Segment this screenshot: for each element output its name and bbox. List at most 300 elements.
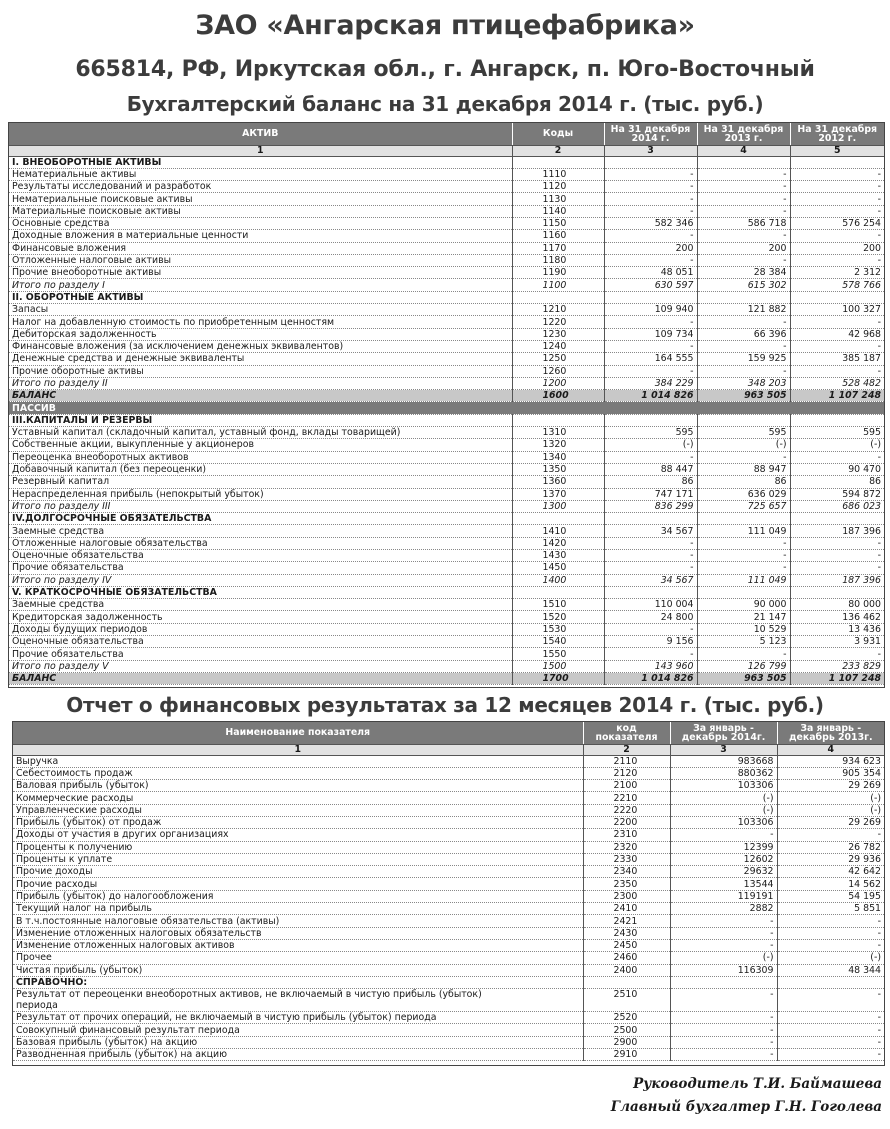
column-number-row <box>9 145 884 156</box>
row-label: Резервный капитал <box>9 476 512 488</box>
column-header: АКТИВ <box>9 123 512 145</box>
row-label: Прочие расходы <box>13 878 583 890</box>
row-code: 1320 <box>512 439 604 451</box>
value-2013: - <box>777 939 884 951</box>
row-label: Прочие оборотные активы <box>9 365 512 377</box>
value-2012: - <box>790 316 884 328</box>
table-row <box>9 365 884 377</box>
value-2012: 528 482 <box>790 377 884 389</box>
value-2014: 9 156 <box>604 636 697 648</box>
table-row <box>9 353 884 365</box>
value-2014 <box>604 586 697 598</box>
row-code: 2100 <box>583 780 670 792</box>
table-row <box>13 767 884 779</box>
value-2014: - <box>604 365 697 377</box>
row-code: 1410 <box>512 525 604 537</box>
column-number: 4 <box>777 744 884 755</box>
column-header: За январь - декабрь 2014г. <box>670 722 777 744</box>
table-row <box>9 648 884 660</box>
table-row <box>9 636 884 648</box>
table-row <box>9 537 884 549</box>
table-row <box>13 878 884 890</box>
table-row <box>9 340 884 352</box>
value-2013: 159 925 <box>697 353 790 365</box>
row-code: 1540 <box>512 636 604 648</box>
column-number: 2 <box>512 145 604 156</box>
row-label: Запасы <box>9 304 512 316</box>
row-code: 1200 <box>512 377 604 389</box>
table-row <box>9 377 884 389</box>
row-code: 1400 <box>512 574 604 586</box>
value-2014: - <box>604 550 697 562</box>
value-2013: 595 <box>697 427 790 439</box>
value-2012: 42 968 <box>790 328 884 340</box>
value-2014: (-) <box>670 792 777 804</box>
row-code: 1500 <box>512 660 604 672</box>
value-2012: 233 829 <box>790 660 884 672</box>
table-row <box>9 316 884 328</box>
table-row <box>9 390 884 402</box>
row-label: IV.ДОЛГОСРОЧНЫЕ ОБЯЗАТЕЛЬСТВА <box>9 513 512 525</box>
row-code <box>512 291 604 303</box>
row-label: I. ВНЕОБОРОТНЫЕ АКТИВЫ <box>9 156 512 168</box>
row-label: Итого по разделу IV <box>9 574 512 586</box>
value-2012 <box>790 156 884 168</box>
value-2012: 200 <box>790 242 884 254</box>
row-label: Прочие обязательства <box>9 648 512 660</box>
value-2014: 86 <box>604 476 697 488</box>
row-code: 2450 <box>583 939 670 951</box>
value-2012 <box>790 513 884 525</box>
value-2013: - <box>697 365 790 377</box>
row-label: Материальные поисковые активы <box>9 205 512 217</box>
row-code: 1510 <box>512 599 604 611</box>
value-2012: - <box>790 168 884 180</box>
table-row <box>13 804 884 816</box>
row-code <box>512 414 604 426</box>
value-2013: - <box>697 550 790 562</box>
value-2013: 348 203 <box>697 377 790 389</box>
row-label: Нераспределенная прибыль (непокрытый убыток) <box>9 488 512 500</box>
table-row <box>13 890 884 902</box>
value-2012: 187 396 <box>790 574 884 586</box>
row-label: В т.ч.постоянные налоговые обязательства (активы) <box>13 915 583 927</box>
row-code: 1420 <box>512 537 604 549</box>
value-2013: - <box>777 915 884 927</box>
row-label: Оценочные обязательства <box>9 636 512 648</box>
row-code: 2300 <box>583 890 670 902</box>
table-row <box>13 755 884 767</box>
value-2014: 103306 <box>670 780 777 792</box>
row-code <box>512 586 604 598</box>
value-2014: 103306 <box>670 816 777 828</box>
value-2014: 109 734 <box>604 328 697 340</box>
table-row <box>13 927 884 939</box>
value-2014: - <box>604 648 697 660</box>
row-label: Нематериальные активы <box>9 168 512 180</box>
table-row <box>13 989 884 1012</box>
row-label: Доходы будущих периодов <box>9 623 512 635</box>
row-label: Чистая прибыль (убыток) <box>13 964 583 976</box>
row-code: 1250 <box>512 353 604 365</box>
value-2014: 143 960 <box>604 660 697 672</box>
table-row <box>9 488 884 500</box>
value-2014: 88 447 <box>604 463 697 475</box>
table-row <box>9 451 884 463</box>
row-code: 2510 <box>583 989 670 1012</box>
table-row <box>9 291 884 303</box>
row-label: Добавочный капитал (без переоценки) <box>9 463 512 475</box>
value-2014: 119191 <box>670 890 777 902</box>
row-label: Налог на добавленную стоимость по приобретенным ценностям <box>9 316 512 328</box>
value-2013: 905 354 <box>777 767 884 779</box>
column-number: 2 <box>583 744 670 755</box>
row-code: 1140 <box>512 205 604 217</box>
column-number: 1 <box>9 145 512 156</box>
row-code: 2460 <box>583 952 670 964</box>
row-code: 1530 <box>512 623 604 635</box>
row-code: 2910 <box>583 1049 670 1061</box>
value-2013: 636 029 <box>697 488 790 500</box>
table-row <box>9 217 884 229</box>
row-label: Прочие внеоборотные активы <box>9 267 512 279</box>
value-2014: - <box>604 254 697 266</box>
table-row <box>9 230 884 242</box>
table-row <box>9 439 884 451</box>
row-label: Разводненная прибыль (убыток) на акцию <box>13 1049 583 1061</box>
table-row <box>9 623 884 635</box>
table-row <box>13 976 884 988</box>
table-row <box>13 792 884 804</box>
row-label: Денежные средства и денежные эквиваленты <box>9 353 512 365</box>
row-code: 1310 <box>512 427 604 439</box>
value-2013: 10 529 <box>697 623 790 635</box>
column-header: На 31 декабря 2014 г. <box>604 123 697 145</box>
value-2012: 100 327 <box>790 304 884 316</box>
row-code: 2200 <box>583 816 670 828</box>
row-label: Результат от переоценки внеоборотных активов, не включаемый в чистую прибыль (убыток) периода <box>13 989 583 1012</box>
accountant-signature: Главный бухгалтер Г.Н. Гоголева <box>610 1099 882 1115</box>
value-2013: - <box>697 316 790 328</box>
value-2013: 725 657 <box>697 500 790 512</box>
table-row <box>9 193 884 205</box>
value-2014: 880362 <box>670 767 777 779</box>
value-2013: 29 269 <box>777 816 884 828</box>
column-number: 4 <box>697 145 790 156</box>
row-code: 2900 <box>583 1036 670 1048</box>
table-row <box>13 829 884 841</box>
value-2013: 121 882 <box>697 304 790 316</box>
row-label: Себестоимость продаж <box>13 767 583 779</box>
row-label: Валовая прибыль (убыток) <box>13 780 583 792</box>
row-label: Совокупный финансовый результат периода <box>13 1024 583 1036</box>
value-2014: 200 <box>604 242 697 254</box>
value-2012: 595 <box>790 427 884 439</box>
director-signature: Руководитель Т.И. Баймашева <box>633 1076 882 1092</box>
row-label: Оценочные обязательства <box>9 550 512 562</box>
value-2014: 116309 <box>670 964 777 976</box>
value-2012: 686 023 <box>790 500 884 512</box>
value-2014: - <box>670 1049 777 1061</box>
row-label: Уставный капитал (складочный капитал, уставный фонд, вклады товарищей) <box>9 427 512 439</box>
row-code: 1700 <box>512 672 604 684</box>
table-row <box>13 964 884 976</box>
table-row <box>9 181 884 193</box>
table-row <box>9 242 884 254</box>
column-header: Наименование показателя <box>13 722 583 744</box>
row-code: 1260 <box>512 365 604 377</box>
row-code: 1170 <box>512 242 604 254</box>
row-code: 1100 <box>512 279 604 291</box>
value-2013: 5 123 <box>697 636 790 648</box>
value-2012: 578 766 <box>790 279 884 291</box>
value-2013: 54 195 <box>777 890 884 902</box>
column-header: За январь - декабрь 2013г. <box>777 722 884 744</box>
value-2013: - <box>697 254 790 266</box>
table-row <box>9 328 884 340</box>
table-row <box>9 562 884 574</box>
value-2013: - <box>697 340 790 352</box>
value-2014: 34 567 <box>604 525 697 537</box>
row-code: 1130 <box>512 193 604 205</box>
value-2014: 384 229 <box>604 377 697 389</box>
row-code: 1430 <box>512 550 604 562</box>
column-header: На 31 декабря 2013 г. <box>697 123 790 145</box>
value-2014: 1 014 826 <box>604 672 697 684</box>
value-2013: 88 947 <box>697 463 790 475</box>
value-2013: 90 000 <box>697 599 790 611</box>
value-2014: - <box>604 193 697 205</box>
row-label: Доходные вложения в материальные ценности <box>9 230 512 242</box>
value-2013: 5 851 <box>777 903 884 915</box>
row-code <box>512 513 604 525</box>
table-row <box>9 550 884 562</box>
value-2013 <box>697 586 790 598</box>
row-label: Изменение отложенных налоговых обязательств <box>13 927 583 939</box>
column-header: код показателя <box>583 722 670 744</box>
value-2013: (-) <box>777 804 884 816</box>
value-2012: 576 254 <box>790 217 884 229</box>
value-2013: - <box>697 562 790 574</box>
table-row <box>9 672 884 684</box>
value-2013: 615 302 <box>697 279 790 291</box>
row-label: Дебиторская задолженность <box>9 328 512 340</box>
value-2012 <box>790 586 884 598</box>
row-code: 1340 <box>512 451 604 463</box>
table-row <box>9 304 884 316</box>
row-label: БАЛАНС <box>9 672 512 684</box>
row-code: 1370 <box>512 488 604 500</box>
row-code: 1550 <box>512 648 604 660</box>
value-2014: - <box>604 316 697 328</box>
value-2012: 1 107 248 <box>790 672 884 684</box>
row-label: Доходы от участия в других организациях <box>13 829 583 841</box>
row-code: 1600 <box>512 390 604 402</box>
table-row <box>13 853 884 865</box>
row-label: Результат от прочих операций, не включаемый в чистую прибыль (убыток) периода <box>13 1012 583 1024</box>
value-2014: 24 800 <box>604 611 697 623</box>
table-row <box>13 780 884 792</box>
value-2013: 111 049 <box>697 525 790 537</box>
table-header-row <box>9 123 884 145</box>
row-code: 2421 <box>583 915 670 927</box>
row-label-continuation: периода <box>16 1000 58 1012</box>
table-row <box>13 1049 884 1061</box>
value-2013: 42 642 <box>777 866 884 878</box>
table-row <box>9 267 884 279</box>
value-2012: - <box>790 230 884 242</box>
value-2014 <box>604 156 697 168</box>
value-2013: - <box>777 1036 884 1048</box>
financial-results-table <box>13 722 884 1061</box>
table-row <box>13 816 884 828</box>
value-2012: (-) <box>790 439 884 451</box>
value-2013: - <box>697 181 790 193</box>
value-2013: 29 936 <box>777 853 884 865</box>
row-label: Прибыль (убыток) от продаж <box>13 816 583 828</box>
value-2012: 385 187 <box>790 353 884 365</box>
value-2014: - <box>604 340 697 352</box>
value-2012: - <box>790 562 884 574</box>
value-2014: - <box>604 168 697 180</box>
company-address: 665814, РФ, Иркутская обл., г. Ангарск, п. Юго-Восточный <box>75 57 815 82</box>
balance-sheet-table <box>9 123 884 685</box>
row-code: 1520 <box>512 611 604 623</box>
value-2014: (-) <box>670 952 777 964</box>
row-label: Нематериальные поисковые активы <box>9 193 512 205</box>
value-2013: - <box>697 230 790 242</box>
column-header: На 31 декабря 2012 г. <box>790 123 884 145</box>
table-row <box>9 463 884 475</box>
row-label: Изменение отложенных налоговых активов <box>13 939 583 951</box>
value-2013: 66 396 <box>697 328 790 340</box>
balance-title: Бухгалтерский баланс на 31 декабря 2014 г. (тыс. руб.) <box>126 92 764 116</box>
value-2012: - <box>790 205 884 217</box>
value-2012: 86 <box>790 476 884 488</box>
value-2014: 2882 <box>670 903 777 915</box>
row-code: 1300 <box>512 500 604 512</box>
value-2012: - <box>790 365 884 377</box>
company-name: ЗАО «Ангарская птицефабрика» <box>195 10 695 41</box>
table-row <box>9 168 884 180</box>
row-label: Итого по разделу III <box>9 500 512 512</box>
row-label: Базовая прибыль (убыток) на акцию <box>13 1036 583 1048</box>
value-2012: - <box>790 451 884 463</box>
row-code: 2430 <box>583 927 670 939</box>
row-label: Выручка <box>13 755 583 767</box>
row-label: V. КРАТКОСРОЧНЫЕ ОБЯЗАТЕЛЬСТВА <box>9 586 512 598</box>
value-2013: 111 049 <box>697 574 790 586</box>
value-2014 <box>604 291 697 303</box>
value-2014: - <box>604 537 697 549</box>
row-label: Итого по разделу V <box>9 660 512 672</box>
table-row <box>9 574 884 586</box>
value-2014: - <box>604 205 697 217</box>
value-2013: - <box>697 451 790 463</box>
table-row <box>13 1024 884 1036</box>
value-2014: - <box>670 1012 777 1024</box>
table-row <box>9 660 884 672</box>
table-row <box>9 427 884 439</box>
table-row <box>13 866 884 878</box>
value-2014: - <box>670 1024 777 1036</box>
row-label: Финансовые вложения (за исключением денежных эквивалентов) <box>9 340 512 352</box>
table-row <box>9 402 884 414</box>
value-2012: 136 462 <box>790 611 884 623</box>
table-row <box>13 952 884 964</box>
value-2013: - <box>777 927 884 939</box>
row-code: 2400 <box>583 964 670 976</box>
row-label: Проценты к уплате <box>13 853 583 865</box>
table-row <box>9 205 884 217</box>
row-code <box>512 156 604 168</box>
row-label: Коммерческие расходы <box>13 792 583 804</box>
value-2012: - <box>790 181 884 193</box>
value-2014: (-) <box>604 439 697 451</box>
value-2014 <box>670 976 777 988</box>
value-2014: - <box>670 1036 777 1048</box>
value-2012: - <box>790 537 884 549</box>
value-2013: 21 147 <box>697 611 790 623</box>
table-row <box>9 414 884 426</box>
value-2013: - <box>777 1049 884 1061</box>
value-2012: 80 000 <box>790 599 884 611</box>
row-code: 1450 <box>512 562 604 574</box>
value-2014: - <box>670 915 777 927</box>
row-label: Заемные средства <box>9 525 512 537</box>
row-label: Переоценка внеоборотных активов <box>9 451 512 463</box>
row-code: 1160 <box>512 230 604 242</box>
value-2013 <box>697 414 790 426</box>
value-2013: 963 505 <box>697 672 790 684</box>
value-2013: 200 <box>697 242 790 254</box>
value-2013: 48 344 <box>777 964 884 976</box>
value-2014: - <box>670 829 777 841</box>
value-2013 <box>697 291 790 303</box>
value-2014: 109 940 <box>604 304 697 316</box>
value-2013: 586 718 <box>697 217 790 229</box>
row-label: III.КАПИТАЛЫ И РЕЗЕРВЫ <box>9 414 512 426</box>
value-2013: - <box>697 168 790 180</box>
value-2014: 48 051 <box>604 267 697 279</box>
row-label: Отложенные налоговые обязательства <box>9 537 512 549</box>
value-2013: (-) <box>777 792 884 804</box>
value-2014: (-) <box>670 804 777 816</box>
table-row <box>13 1012 884 1024</box>
value-2013: 28 384 <box>697 267 790 279</box>
value-2014: 34 567 <box>604 574 697 586</box>
table-header-row <box>13 722 884 744</box>
value-2013: - <box>777 989 884 1012</box>
row-code: 1110 <box>512 168 604 180</box>
value-2014: 29632 <box>670 866 777 878</box>
value-2012: 594 872 <box>790 488 884 500</box>
row-code: 2210 <box>583 792 670 804</box>
row-code: 1360 <box>512 476 604 488</box>
row-code: 2340 <box>583 866 670 878</box>
row-code: 1240 <box>512 340 604 352</box>
value-2014: - <box>670 939 777 951</box>
value-2013: 26 782 <box>777 841 884 853</box>
value-2013: - <box>777 829 884 841</box>
value-2012: 2 312 <box>790 267 884 279</box>
value-2013 <box>697 156 790 168</box>
column-number: 3 <box>670 744 777 755</box>
value-2014: - <box>670 927 777 939</box>
row-label: Прочее <box>13 952 583 964</box>
value-2013: 126 799 <box>697 660 790 672</box>
value-2014: - <box>670 989 777 1012</box>
